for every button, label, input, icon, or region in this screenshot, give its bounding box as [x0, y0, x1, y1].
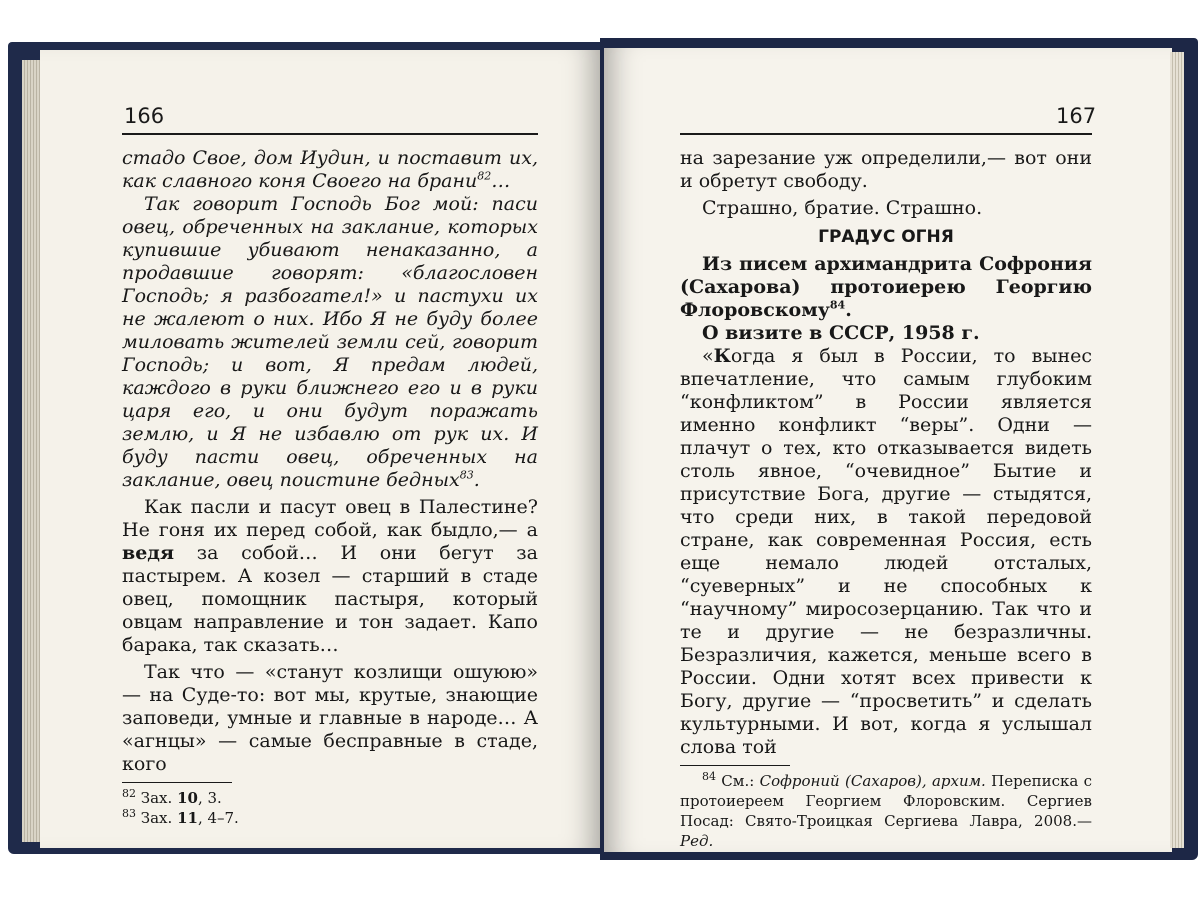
page-edges-left	[22, 60, 42, 842]
right-paragraph-3: «Когда я был в России, то вынес впечатление, что самым глубоким “конфликтом” в России является именно конфликт “веры”. Одни — плачут о тех, кто отказывается видеть столь явное, “очевидное” Бытие и присутствие Бога, другие — стыдятся, что среди них, в такой передовой стране, как современная Россия, есть еще немало людей отсталых, “суеверных” и не способных к “научному” миросозерцанию. Так что и те и другие — не безразличны. Безразличия, кажется, меньше всего в России. Одни хотят всех привести к Богу, другие — “просветить” и сделать культурными. И вот, когда я услышал слова той	[680, 345, 1092, 758]
left-paragraph-3: Как пасли и пасут овец в Палестине? Не гоня их перед собой, как быдло,— а ведя за собой… И они бегут за пастырем. А козел — старший в стаде овец, помощник пастыря, который овцам направление и тон задает. Капо барака, так сказать…	[122, 496, 538, 656]
page-edges-right	[1170, 52, 1184, 848]
left-paragraph-4: Так что — «станут козлищи ошуюю» — на Суде-то: вот мы, крутые, знающие заповеди, умные и главные в народе… А «агнцы» — самые бесправные в стаде, кого	[122, 661, 538, 775]
footnote-rule-right	[680, 765, 790, 766]
left-text-column	[122, 147, 538, 828]
section-heading: ГРАДУС ОГНЯ	[818, 227, 954, 247]
footnote-rule-left	[122, 782, 232, 783]
subheading-letters: Из писем архимандрита Софрония (Сахарова) протоиерею Георгию Флоровскому$^{84}$.	[680, 253, 1092, 321]
header-rule-right	[680, 133, 1092, 135]
left-paragraph-1: стадо Свое, дом Иудин, и поставит их, как славного коня Своего на брани$^{82}$…	[122, 147, 538, 192]
right-paragraph-2: Страшно, братие. Страшно.	[702, 197, 983, 219]
footnote-83: $^{83}$ Зах. 11, 4–7.	[122, 807, 239, 827]
page-number-left: 166	[124, 104, 165, 128]
left-paragraph-2: Так говорит Господь Бог мой: паси овец, обреченных на заклание, которых купившие убивают ненаказанно, а продавшие говорят: «благословен Господь; я разбогател!» и пастухи их не жалеют о них. Ибо Я не буду более миловать жителей земли сей, говорит Господь; и вот, Я предам людей, каждого в руки ближнего его и в руки царя его, и они будут поражать землю, и Я не избавлю от рук их. И буду пасти овец, обреченных на заклание, овец поистине бедных$^{83}$.	[122, 193, 538, 491]
subheading-visit: О визите в СССР, 1958 г.	[702, 322, 980, 344]
right-paragraph-1: на зарезание уж определили,— вот они и обретут свободу.	[680, 147, 1092, 192]
footnote-84: $^{84}$ См.: Софроний (Сахаров), архим. Переписка с протоиереем Георгием Флоровским. Сергиев Посад: Свято-Троицкая Сергиева Лавра, 2008.— Ред.	[680, 770, 1092, 850]
right-text-column	[680, 147, 1092, 851]
page-number-right: 167	[1056, 104, 1097, 128]
footnote-82: $^{82}$ Зах. 10, 3.	[122, 787, 222, 807]
header-rule-left	[122, 133, 538, 135]
